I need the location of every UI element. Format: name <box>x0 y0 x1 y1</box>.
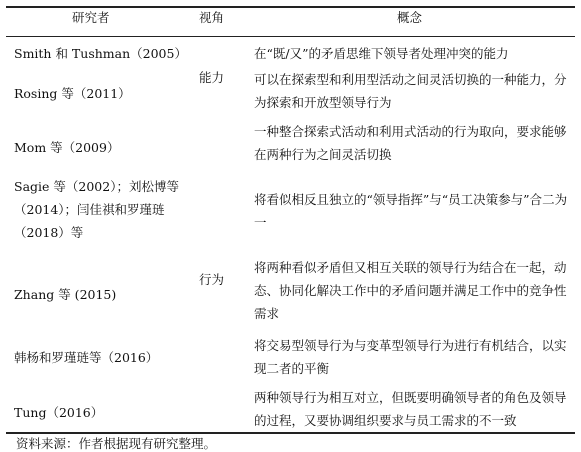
table-header-rule <box>6 36 575 37</box>
table-row-researcher: Zhang 等 (2015) <box>14 287 117 302</box>
table-row-concept: 将看似相反且独立的“领导指挥”与“员工决策参与”合二为一 <box>254 192 568 230</box>
table-row-concept: 一种整合探索式活动和利用式活动的行为取向，要求能够在两种行为之间灵活切换 <box>254 124 567 162</box>
table-row-concept: 在“既/又”的矛盾思维下领导者处理冲突的能力 <box>254 46 509 61</box>
table-row-researcher: Mom 等（2009） <box>14 140 120 155</box>
table-bottom-rule <box>6 432 575 434</box>
perspective-behavior: 行为 <box>199 272 225 287</box>
table-row-concept: 两种领导行为相互对立，但既要明确领导者的角色及领导的过程，又要协调组织要求与员工需求的不一致 <box>254 390 567 428</box>
source-note: 资料来源：作者根据现有研究整理。 <box>16 436 217 451</box>
perspective-ability: 能力 <box>199 70 225 85</box>
table-row-researcher: Smith 和 Tushman（2005） <box>14 46 187 61</box>
table-row-researcher: 韩杨和罗瑾琏等（2016） <box>14 350 159 365</box>
table-row-concept: 将交易型领导行为与变革型领导行为进行有机结合，以实现二者的平衡 <box>254 338 567 376</box>
table-row-researcher: Sagie 等（2002）；刘松博等（2014）；闫佳祺和罗瑾琏（2018）等 <box>14 179 179 240</box>
table-row-concept: 将两种看似矛盾但又相互关联的领导行为结合在一起，动态、协同化解决工作中的矛盾问题并满足工作中的竞争性需求 <box>254 260 567 321</box>
column-header-researcher: 研究者 <box>72 10 110 25</box>
column-header-concept: 概念 <box>397 10 423 25</box>
table-row-concept: 可以在探索型和利用型活动之间灵活切换的一种能力，分为探索和开放型领导行为 <box>254 72 567 110</box>
table-row-researcher: Rosing 等（2011） <box>14 86 131 101</box>
table-top-rule <box>6 6 575 8</box>
column-header-perspective: 视角 <box>199 10 225 25</box>
table-row-researcher: Tung（2016） <box>14 405 104 420</box>
